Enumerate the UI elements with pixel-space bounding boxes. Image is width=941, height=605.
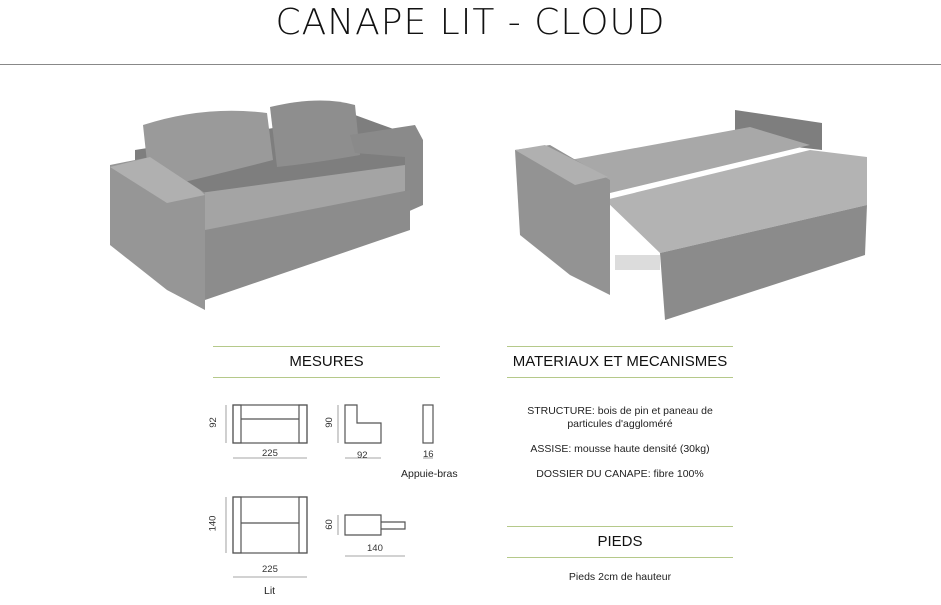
armrest-caption: Appuie-bras bbox=[401, 468, 458, 480]
materiaux-heading bbox=[507, 346, 733, 378]
bed-top-height-label: 140 bbox=[207, 515, 219, 532]
pieds-heading-label: PIEDS bbox=[597, 533, 643, 550]
mesures-heading-label: MESURES bbox=[289, 353, 364, 370]
title-divider bbox=[0, 64, 941, 65]
sofa-side-height-label: 90 bbox=[323, 417, 335, 428]
sofa-front-width-label: 225 bbox=[262, 448, 278, 459]
pieds-text: Pieds 2cm de hauteur bbox=[568, 571, 672, 583]
dossier-text: DOSSIER DU CANAPE: fibre 100% bbox=[536, 468, 704, 480]
bed-side-height-label: 60 bbox=[323, 519, 335, 530]
sofa-closed-image bbox=[105, 95, 435, 320]
bed-side-length-label: 140 bbox=[367, 543, 383, 554]
mesures-heading bbox=[213, 346, 440, 378]
assise-text: ASSISE: mousse haute densité (30kg) bbox=[530, 443, 710, 455]
bed-top-caption: Lit bbox=[264, 585, 276, 597]
bed-top-width-label: 225 bbox=[262, 564, 278, 575]
structure-text: STRUCTURE: bois de pin et paneau de particules d'aggloméré bbox=[527, 405, 713, 430]
armrest-width-label: 16 bbox=[423, 449, 434, 460]
materiaux-heading-label: MATERIAUX ET MECANISMES bbox=[512, 353, 728, 370]
pieds-heading bbox=[507, 526, 733, 558]
sofa-front-height-label: 92 bbox=[207, 417, 219, 428]
sofa-side-depth-label: 92 bbox=[357, 450, 368, 461]
dimension-drawings bbox=[207, 395, 470, 605]
sofa-bed-image bbox=[510, 105, 872, 325]
page-title: CANAPE LIT - CLOUD bbox=[275, 2, 666, 43]
